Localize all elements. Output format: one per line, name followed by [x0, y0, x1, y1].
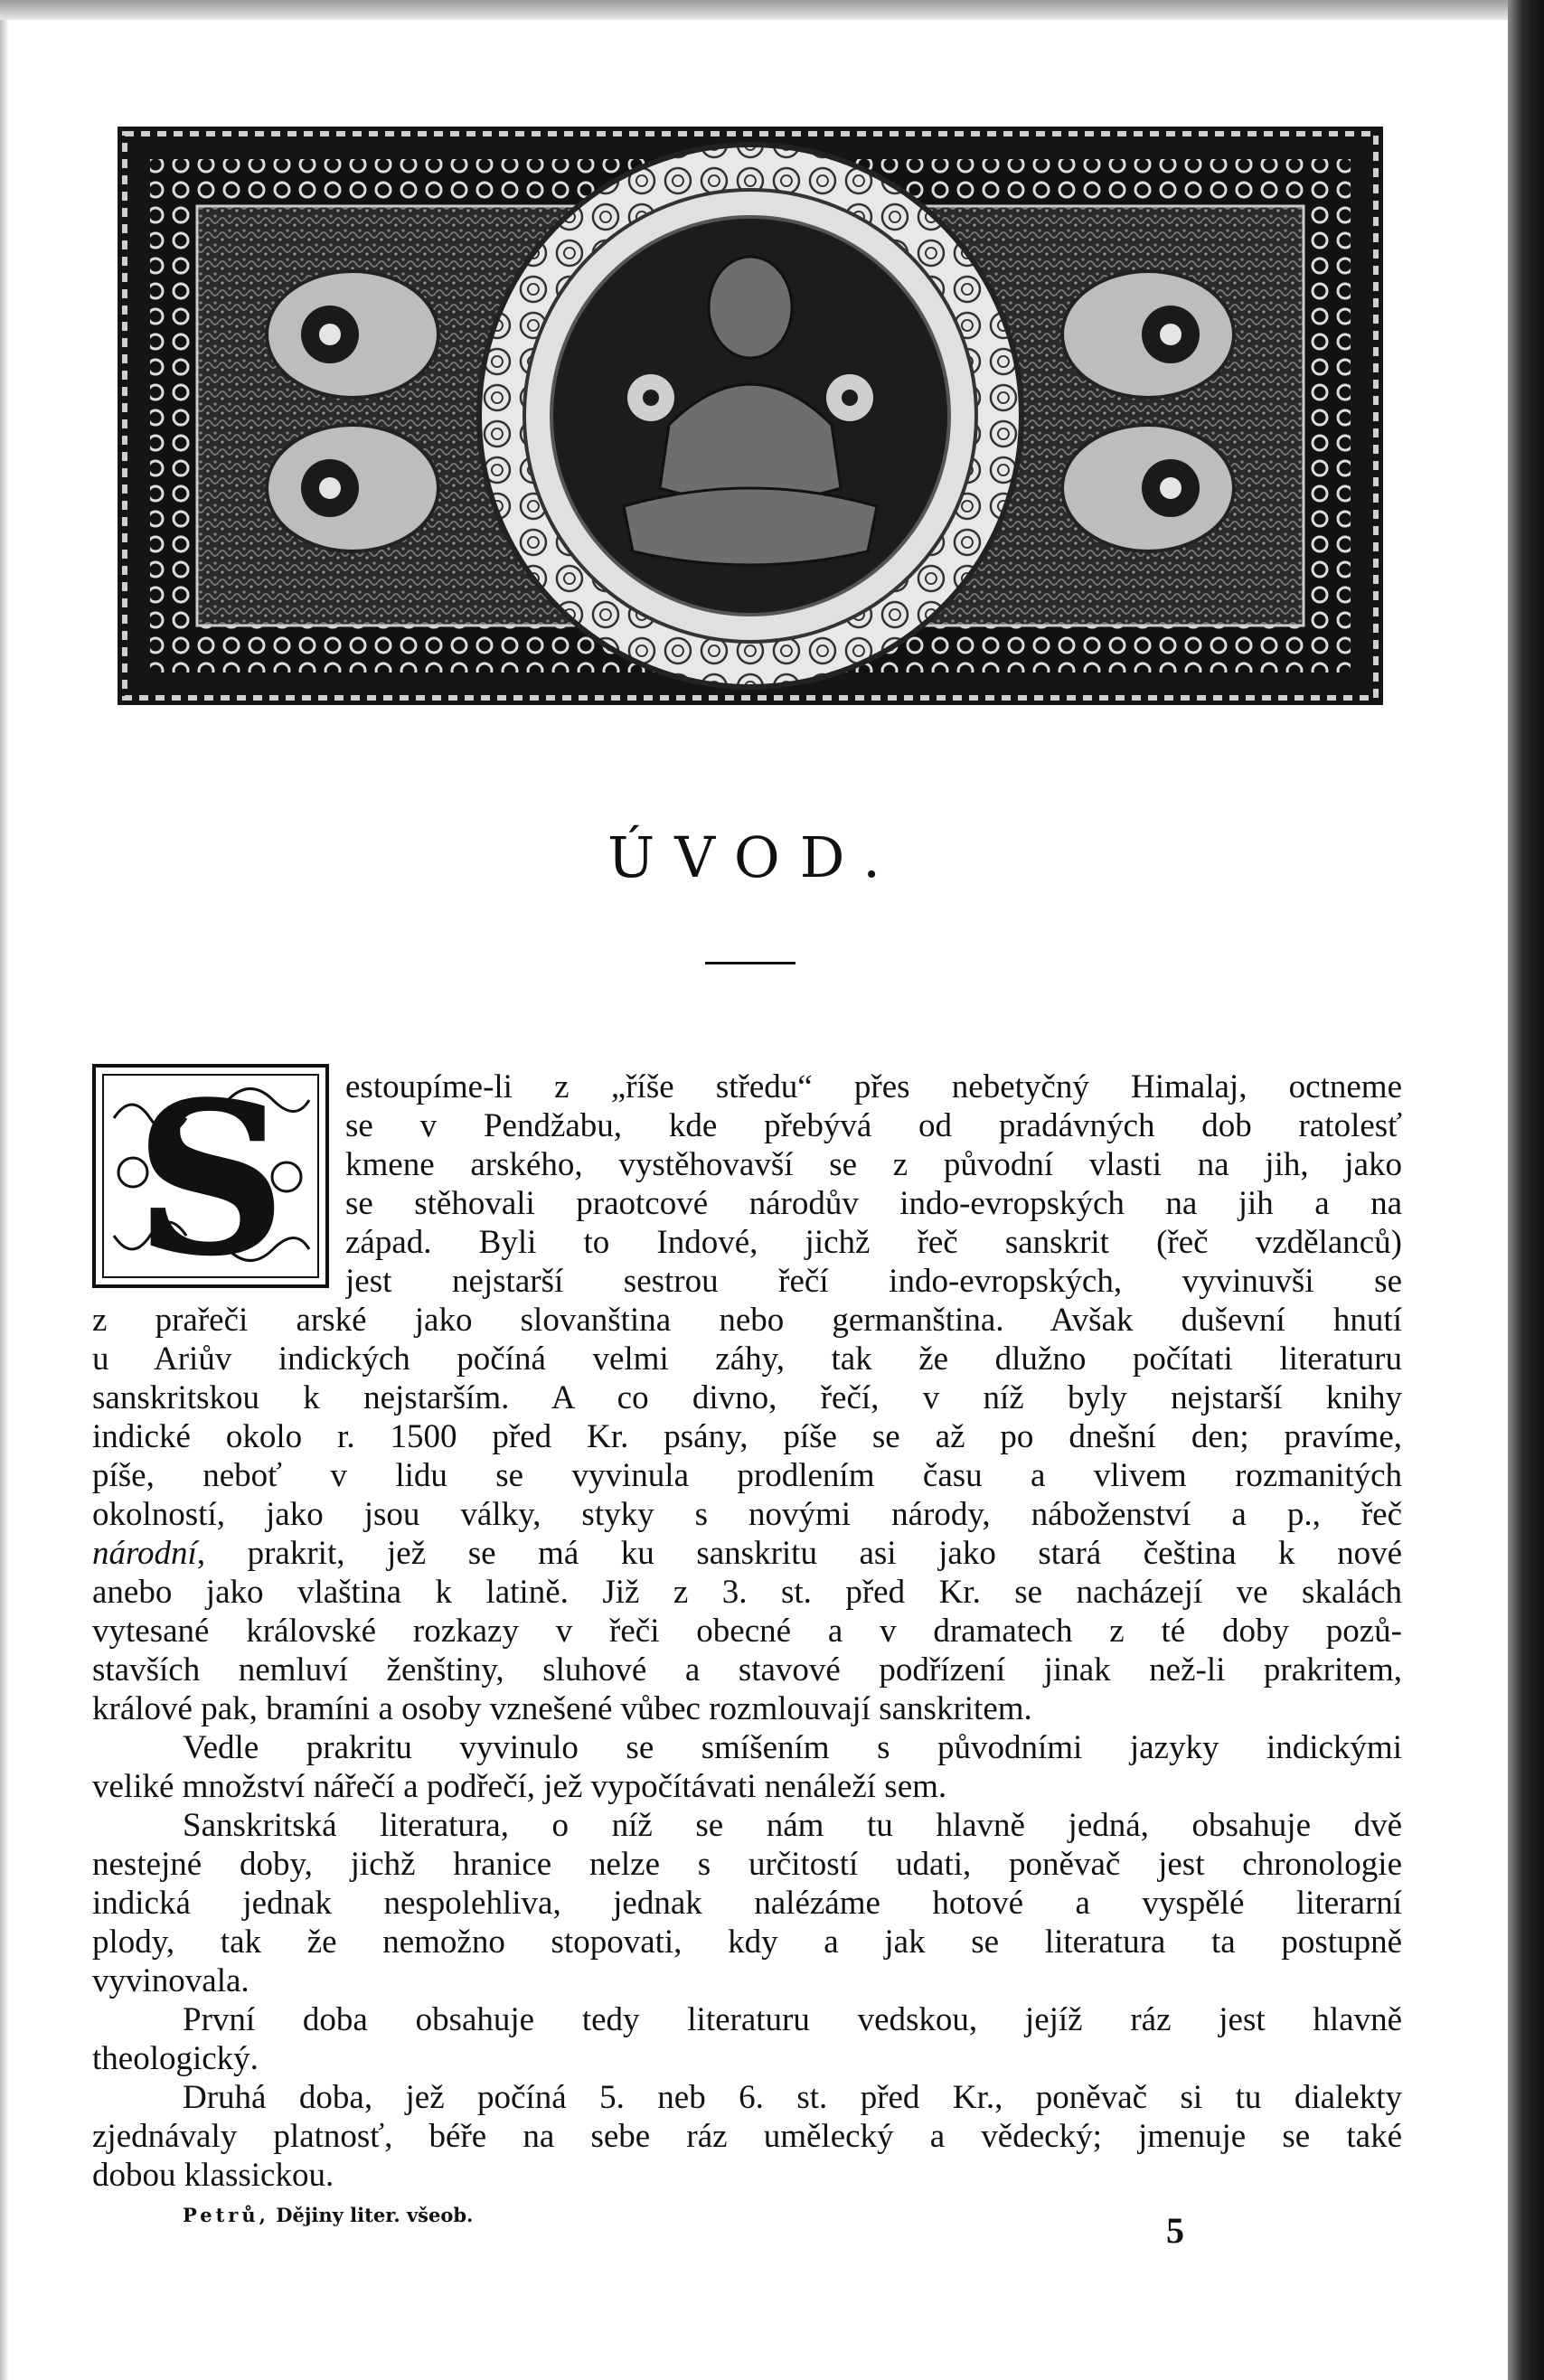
text-line-11: píše, neboť v lidu se vyvinula prodlením času a vlivem rozmanitých	[92, 1459, 1402, 1493]
title-rule	[705, 962, 796, 964]
text-line-18: Vedle prakritu vyvinulo se smíšením s původními jazyky indickými	[183, 1731, 1402, 1765]
text-line-7: z prařeči arské jako slovanština nebo germanština. Avšak duševní hnutí	[92, 1303, 1402, 1338]
text-line-27: Druhá doba, jež počíná 5. neb 6. st. před Kr., poněvač si tu dialekty	[183, 2081, 1402, 2115]
text-line-10: indické okolo r. 1500 před Kr. psány, píše se až po dnešní den; pravíme,	[92, 1420, 1402, 1454]
text-line-3: kmene arského, vystěhovavší se z původní vlasti na jih, jako	[345, 1148, 1402, 1182]
text-line-4: se stěhovali praotcové národův indo-evropských na jih a na	[345, 1187, 1402, 1221]
text-line-23: plody, tak že nemožno stopovati, kdy a jak se literatura ta postupně	[92, 1925, 1402, 1960]
text-line-21: nestejné doby, jichž hranice nelze s určitostí udati, poněvač jest chronologie	[92, 1848, 1402, 1882]
page-left-edge	[0, 0, 9, 2380]
text-line-8: u Ariův indických počíná velmi záhy, tak že dlužno počítati literaturu	[92, 1342, 1402, 1377]
text-line-20: Sanskritská literatura, o níž se nám tu hlavně jedná, obsahuje dvě	[183, 1809, 1402, 1843]
text-line-2: se v Pendžabu, kde přebývá od pradávných dob ratolesť	[345, 1109, 1402, 1143]
chapter-title: ÚVOD.	[607, 824, 900, 890]
footer-author: Petrů,	[183, 2204, 269, 2226]
text-line-6: jest nejstarší sestrou řečí indo-evropských, vyvinuvši se	[345, 1265, 1402, 1299]
text-line-26: theologický.	[92, 2042, 259, 2076]
text-line-25: První doba obsahuje tedy literaturu vedskou, jejíž ráz jest hlavně	[183, 2003, 1402, 2037]
footer-book: Dějiny liter. všeob.	[276, 2204, 474, 2226]
page-top-edge	[0, 0, 1508, 20]
text-line-17: králové pak, bramíni a osoby vznešené vůbec rozmlouvají sanskritem.	[92, 1692, 1032, 1726]
text-line-28: zjednávaly platnosť, béře na sebe ráz umělecký a vědecký; jmenuje se také	[92, 2120, 1402, 2154]
book-spine-shadow	[1508, 0, 1544, 2380]
text-line-19: veliké množství nářečí a podřečí, jež vypočítávati nenáleží sem.	[92, 1770, 947, 1804]
text-line-5: západ. Byli to Indové, jichž řeč sanskrit (řeč vzdělanců)	[345, 1226, 1402, 1260]
text-line-24: vyvinovala.	[92, 1964, 249, 1999]
text-line-9: sanskritskou k nejstarším. A co divno, řečí, v níž byly nejstarší knihy	[92, 1381, 1402, 1416]
page-number: 5	[1166, 2210, 1184, 2251]
text-line-29: dobou klassickou.	[92, 2159, 334, 2193]
headpiece-ornament	[118, 127, 1383, 705]
initial-letter: S	[135, 1064, 287, 1288]
decorated-initial	[92, 1064, 329, 1288]
italic-word: národní	[92, 1537, 197, 1571]
text-line-22: indická jednak nespolehliva, jednak nalézáme hotové a vyspělé literarní	[92, 1886, 1402, 1921]
text-line-13-rest: , prakrit, jež se má ku sanskritu asi jako stará čeština k nové	[196, 1537, 1402, 1571]
text-line-12: okolností, jako jsou války, styky s novými národy, náboženství a p., řeč	[92, 1498, 1402, 1532]
text-line-1: estoupíme-li z „říše středu“ přes nebetyčný Himalaj, octneme	[345, 1070, 1402, 1105]
text-line-16: stavších nemluví ženštiny, sluhové a stavové podřízení jinak než-li prakritem,	[92, 1653, 1402, 1688]
text-line-15: vytesané královské rozkazy v řeči obecné a v dramatech z té doby pozů-	[92, 1614, 1402, 1649]
footer-signature	[183, 2204, 473, 2226]
text-line-13	[92, 1537, 1402, 1571]
text-line-14: anebo jako vlaština k latině. Již z 3. st. před Kr. se nacházejí ve skalách	[92, 1576, 1402, 1610]
